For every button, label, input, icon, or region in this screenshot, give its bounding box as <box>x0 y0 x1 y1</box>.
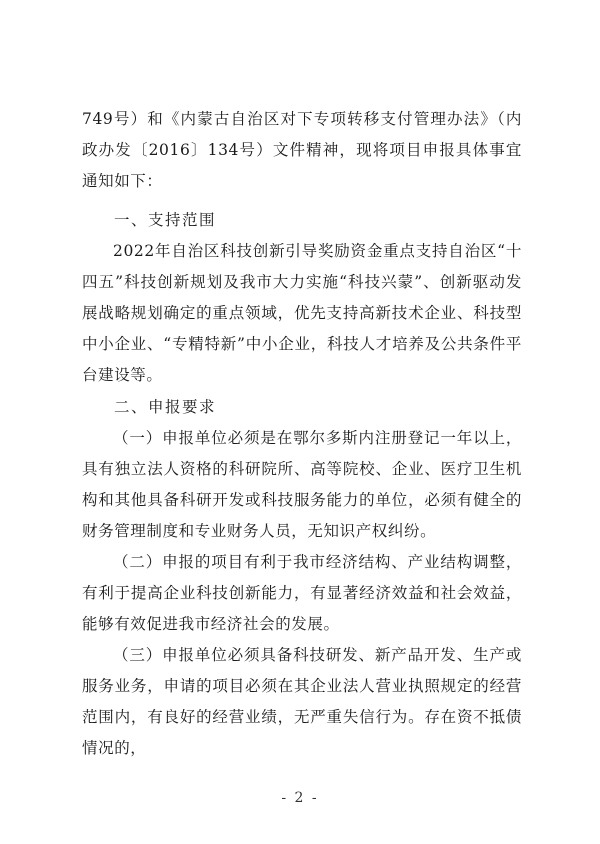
section-heading-application-requirements: 二、申报要求 <box>114 398 217 416</box>
support-scope-paragraph: 2022年自治区科技创新引导奖励资金重点支持自治区“十四五”科技创新规划及我市大力实施“科技兴蒙”、创新驱动发展战略规划确定的重点领域，优先支持高新技术企业、科技型中小企业、“专精特新”中小企业，科技人才培养及公共条件平台建设等。 <box>82 242 522 384</box>
section-heading-support-scope: 一、支持范围 <box>114 211 217 229</box>
requirement-item-1: （一）申报单位必须是在鄂尔多斯内注册登记一年以上，具有独立法人资格的科研院所、高等院校、企业、医疗卫生机构和其他具备科研开发或科技服务能力的单位，必须有健全的财务管理制度和专业财务人员，无知识产权纠纷。 <box>82 429 522 540</box>
intro-paragraph: 749号）和《内蒙古自治区对下专项转移支付管理办法》（内政办发〔2016〕134号）文件精神，现将项目申报具体事宜通知如下： <box>82 110 522 190</box>
page-number: - 2 - <box>281 790 319 806</box>
requirement-item-2: （二）申报的项目有利于我市经济结构、产业结构调整，有利于提高企业科技创新能力，有显著经济效益和社会效益，能够有效促进我市经济社会的发展。 <box>82 553 522 633</box>
requirement-item-3: （三）申报单位必须具备科技研发、新产品开发、生产或服务业务，申请的项目必须在其企业法人营业执照规定的经营范围内，有良好的经营业绩，无严重失信行为。存在资不抵债情况的， <box>82 646 522 757</box>
